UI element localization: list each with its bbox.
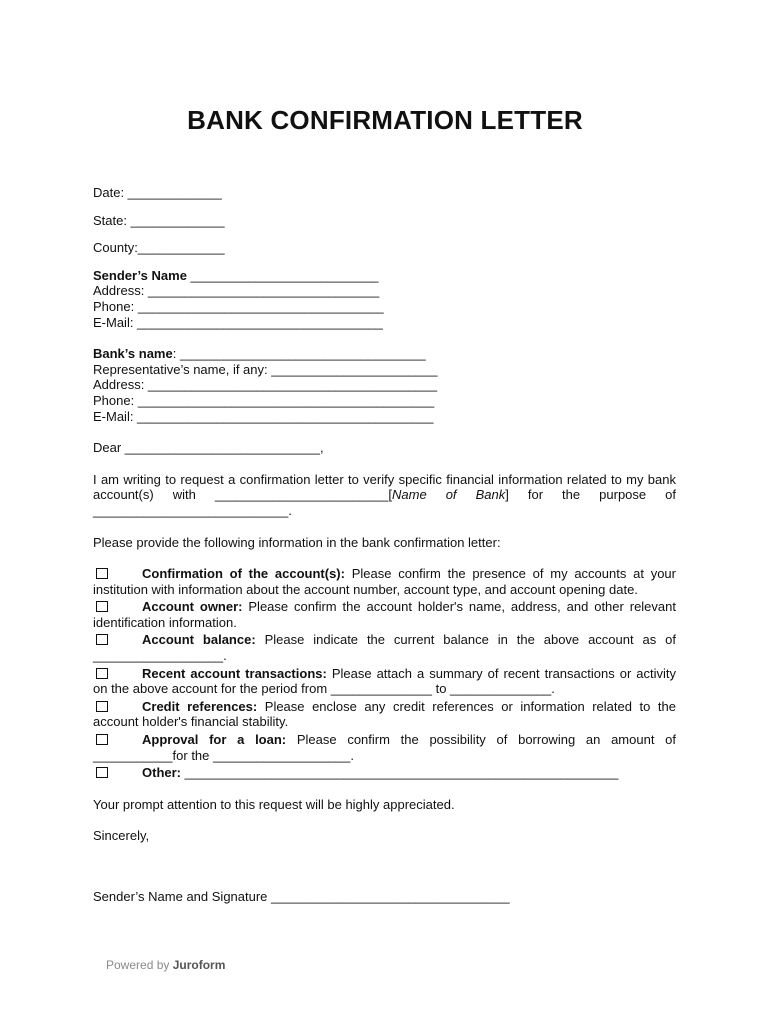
- bank-email-field[interactable]: E-Mail: _________________________________________: [93, 408, 434, 424]
- item-text: ____________________________________________________________: [181, 765, 619, 781]
- bank-name-field[interactable]: [93, 346, 676, 362]
- checklist-item: [93, 566, 676, 597]
- item-label: Recent account transactions:: [142, 665, 327, 681]
- item-label: Confirmation of the account(s):: [142, 566, 345, 582]
- sender-address-field[interactable]: Address: ________________________________: [93, 283, 380, 299]
- bank-name-label: Bank’s name: [93, 346, 173, 362]
- sincerely: Sincerely,: [93, 828, 150, 844]
- county-field[interactable]: County:____________: [93, 240, 225, 256]
- item-text: Please confirm the possibility of borrowing an amount of ___________for the ___________________.: [93, 732, 676, 763]
- item-text: Please indicate the current balance in the above account as of __________________.: [93, 632, 676, 664]
- item-label: Account owner:: [142, 599, 243, 615]
- checklist-item: [93, 732, 676, 763]
- sender-name-label: Sender’s Name: [93, 267, 187, 283]
- item-label: Account balance:: [142, 632, 256, 648]
- checklist-item: [93, 765, 676, 781]
- checkbox[interactable]: [96, 701, 108, 712]
- document-title: BANK CONFIRMATION LETTER: [187, 105, 583, 135]
- item-text: Please enclose any credit references or information related to the account holder's financial stability.: [93, 698, 676, 730]
- checkbox[interactable]: [96, 568, 108, 579]
- sender-email-field[interactable]: E-Mail: __________________________________: [93, 314, 383, 330]
- checklist: [93, 566, 676, 781]
- sender-block: [93, 268, 676, 330]
- salutation[interactable]: Dear ___________________________,: [93, 440, 324, 456]
- item-text: Please confirm the presence of my accounts at your institution with information about the account number, account type, and account opening date.: [93, 566, 676, 597]
- state-field[interactable]: State: _____________: [93, 212, 225, 228]
- checklist-item: [93, 632, 676, 663]
- intro-bank-placeholder: Name of Bank: [392, 487, 506, 503]
- footer-prefix: Powered by: [106, 958, 173, 972]
- item-label: Credit references:: [142, 698, 258, 714]
- bank-block: [93, 346, 676, 424]
- item-label: Other:: [142, 765, 181, 781]
- checklist-item: [93, 666, 676, 697]
- bank-address-field[interactable]: Address: ________________________________________: [93, 377, 438, 393]
- item-label: Approval for a loan:: [142, 732, 287, 748]
- letter-body: [93, 185, 676, 905]
- checkbox[interactable]: [96, 634, 108, 645]
- bank-phone-field[interactable]: Phone: _________________________________________: [93, 392, 435, 408]
- closing-request: Your prompt attention to this request will be highly appreciated.: [93, 796, 455, 812]
- request-line: Please provide the following information in the bank confirmation letter:: [93, 534, 501, 550]
- date-field[interactable]: Date: _____________: [93, 185, 222, 200]
- footer-brand-logo: Juroform: [172, 958, 226, 972]
- checkbox[interactable]: [96, 601, 108, 612]
- intro-text-end: ] for the purpose of ___________________________.: [93, 487, 677, 518]
- checkbox[interactable]: [96, 668, 108, 679]
- bank-rep-field[interactable]: Representative’s name, if any: _______________________: [93, 361, 438, 377]
- checkbox[interactable]: [96, 734, 108, 745]
- checkbox[interactable]: [96, 767, 108, 778]
- bank-name-blank: : __________________________________: [172, 346, 426, 362]
- sender-name-blank: __________________________: [186, 267, 379, 283]
- item-text: Please confirm the account holder's name, address, and other relevant identification information.: [93, 599, 676, 630]
- intro-text-start: I am writing to request a confirmation letter to verify specific financial information related to my bank account(s) with ________________________[: [93, 471, 676, 503]
- sender-name-field[interactable]: [93, 268, 676, 284]
- powered-by-footer: [106, 958, 225, 972]
- sender-phone-field[interactable]: Phone: __________________________________: [93, 298, 384, 314]
- checklist-item: [93, 599, 676, 630]
- item-text: Please attach a summary of recent transactions or activity on the above account for the period from ______________ to ______________.: [93, 665, 677, 697]
- intro-paragraph: [93, 472, 676, 519]
- signature-field[interactable]: Sender’s Name and Signature _________________________________: [93, 889, 510, 904]
- checklist-item: [93, 699, 676, 730]
